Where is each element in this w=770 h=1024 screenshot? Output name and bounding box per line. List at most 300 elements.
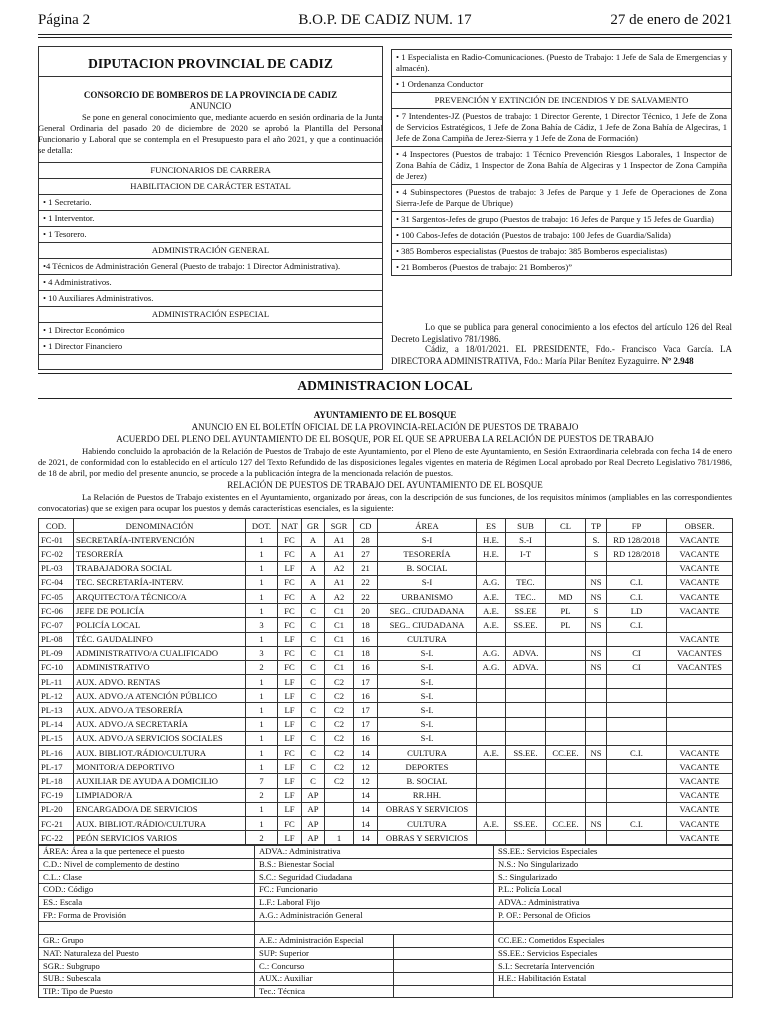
rpt-cell (586, 760, 607, 774)
rpt-cell (667, 689, 733, 703)
rpt-cell: I-T (506, 547, 546, 561)
left-row: • 4 Administrativos. (38, 274, 383, 290)
rpt-cell: 1 (246, 533, 278, 547)
rpt-cell: AUX. ADVO./A ATENCIÓN PÚBLICO (74, 689, 246, 703)
rpt-cell: FC (278, 646, 302, 660)
rpt-cell: AP (302, 802, 325, 816)
rpt-cell: ADVA. (506, 660, 546, 674)
rpt-cell: 20 (354, 604, 378, 618)
rpt-cell: PL-14 (39, 717, 74, 731)
rpt-cell: S-I. (378, 675, 477, 689)
rpt-cell: B. SOCIAL (378, 561, 477, 575)
closing-text: Lo que se publica para general conocimiento a los efectos del artículo 126 del Real Decreto Legislativo 781/1986. (391, 322, 732, 344)
rpt-header-cell: SGR (325, 519, 354, 533)
legend-cell: C.D.: Nivel de complemento de destino (39, 858, 255, 871)
rpt-cell: VACANTE (667, 802, 733, 816)
rpt-cell: CI (607, 646, 667, 660)
legend-cell: CC.EE.: Cometidos Especiales (494, 934, 733, 947)
rpt-cell: VACANTE (667, 547, 733, 561)
rpt-cell: NS (586, 646, 607, 660)
table-row (39, 675, 733, 689)
rpt-cell: TRABAJADORA SOCIAL (74, 561, 246, 575)
section-rule-2 (38, 398, 732, 399)
rpt-cell: LD (607, 604, 667, 618)
table-row (39, 703, 733, 717)
rpt-cell: RR.HH. (378, 788, 477, 802)
legend-cell (494, 922, 733, 935)
rpt-header-cell: ES (477, 519, 506, 533)
legend-cell (394, 934, 494, 947)
rpt-cell (607, 788, 667, 802)
rpt-cell (546, 660, 586, 674)
rpt-cell (506, 731, 546, 745)
rpt-cell: S-I. (378, 717, 477, 731)
rpt-cell (477, 788, 506, 802)
rpt-cell: NS (586, 746, 607, 760)
rpt-cell (586, 831, 607, 845)
table-row (39, 646, 733, 660)
rpt-cell: CI (607, 660, 667, 674)
table-row (39, 632, 733, 646)
rpt-cell: FC (278, 533, 302, 547)
rpt-cell: 17 (354, 703, 378, 717)
table-row (39, 774, 733, 788)
rpt-cell: AP (302, 788, 325, 802)
anuncio-label: ANUNCIO (189, 101, 232, 111)
table-row (39, 604, 733, 618)
rpt-cell (546, 689, 586, 703)
table-row (39, 689, 733, 703)
rpt-cell: PL-20 (39, 802, 74, 816)
legend-cell: Tec.: Técnica (255, 985, 394, 998)
rpt-header-cell: OBSER. (667, 519, 733, 533)
rpt-cell (325, 816, 354, 830)
left-row: • 1 Interventor. (38, 210, 383, 226)
rpt-cell: FC-02 (39, 547, 74, 561)
left-row: • 1 Director Financiero (38, 338, 383, 355)
rpt-cell: 1 (246, 632, 278, 646)
rpt-cell: FC (278, 604, 302, 618)
rpt-cell: C2 (325, 760, 354, 774)
rpt-cell (667, 618, 733, 632)
rpt-cell (667, 731, 733, 745)
rpt-header-cell: TP (586, 519, 607, 533)
legend-cell: ES.: Escala (39, 896, 255, 909)
rpt-cell: A1 (325, 575, 354, 589)
rpt-cell: 14 (354, 802, 378, 816)
table-row (39, 660, 733, 674)
legend-cell: P. OF.: Personal de Oficios (494, 909, 733, 922)
rpt-cell: LF (278, 717, 302, 731)
rpt-cell: 22 (354, 589, 378, 603)
rpt-cell (506, 802, 546, 816)
rpt-cell (607, 774, 667, 788)
rpt-cell: LF (278, 561, 302, 575)
rpt-cell: SECRETARÍA-INTERVENCIÓN (74, 533, 246, 547)
rpt-cell: A1 (325, 533, 354, 547)
rpt-cell: C (302, 618, 325, 632)
rpt-cell: A (302, 533, 325, 547)
legend-table (38, 845, 733, 998)
left-row: • 1 Secretario. (38, 194, 383, 210)
rpt-cell: PL-18 (39, 774, 74, 788)
rpt-cell: C (302, 646, 325, 660)
rpt-cell: C (302, 746, 325, 760)
rpt-cell: S-I (378, 575, 477, 589)
legend-cell: FC.: Funcionario (255, 884, 494, 897)
rpt-cell: 1 (246, 589, 278, 603)
anuncio-line-1: ANUNCIO EN EL BOLETÍN OFICIAL DE LA PROVINCIA-RELACIÓN DE PUESTOS DE TRABAJO (191, 422, 579, 432)
rpt-cell: PL-12 (39, 689, 74, 703)
legend-row (39, 960, 733, 973)
rpt-cell: S-I. (378, 731, 477, 745)
header-rule-2 (38, 37, 732, 38)
right-row: • 21 Bomberos (Puestos de trabajo: 21 Bomberos)” (391, 259, 732, 276)
rpt-cell: C2 (325, 675, 354, 689)
rpt-cell: CC.EE. (546, 746, 586, 760)
rpt-cell (586, 703, 607, 717)
rpt-cell: C (302, 760, 325, 774)
rpt-cell: A.E. (477, 746, 506, 760)
legend-cell (494, 985, 733, 998)
rpt-cell (546, 561, 586, 575)
legend-row (39, 846, 733, 859)
rpt-cell (506, 760, 546, 774)
rpt-cell: FC-06 (39, 604, 74, 618)
rpt-cell: 17 (354, 675, 378, 689)
rpt-cell: 1 (246, 689, 278, 703)
rpt-cell: RD 128/2018 (607, 533, 667, 547)
legend-cell: C.: Concurso (255, 960, 394, 973)
rpt-cell: RD 128/2018 (607, 547, 667, 561)
table-row (39, 746, 733, 760)
rpt-cell: FC (278, 547, 302, 561)
table-row (39, 618, 733, 632)
rpt-title: RELACIÓN DE PUESTOS DE TRABAJO DEL AYUNTAMIENTO DE EL BOSQUE (227, 480, 543, 490)
left-row: ADMINISTRACIÓN GENERAL (38, 242, 383, 258)
legend-row (39, 947, 733, 960)
rpt-cell: A.E. (477, 589, 506, 603)
rpt-cell: VACANTES (667, 646, 733, 660)
rpt-cell: 16 (354, 689, 378, 703)
rpt-cell: 3 (246, 618, 278, 632)
rpt-cell: 17 (354, 717, 378, 731)
rpt-header-cell: COD. (39, 519, 74, 533)
rpt-cell (506, 788, 546, 802)
rpt-cell (586, 675, 607, 689)
rpt-cell: PL-16 (39, 746, 74, 760)
rpt-cell (477, 717, 506, 731)
rpt-cell (506, 675, 546, 689)
rpt-cell: C1 (325, 604, 354, 618)
legend-cell: SS.EE.: Servicios Especiales (494, 947, 733, 960)
rpt-cell: VACANTE (667, 575, 733, 589)
rpt-cell: AUX. ADVO. RENTAS (74, 675, 246, 689)
rpt-cell (477, 802, 506, 816)
rpt-cell: PL-11 (39, 675, 74, 689)
legend-cell: SUB.: Subescala (39, 972, 255, 985)
legend-row (39, 972, 733, 985)
legend-cell: S.I.: Secretaría Intervención (494, 960, 733, 973)
rpt-cell: 14 (354, 746, 378, 760)
rpt-cell: C2 (325, 774, 354, 788)
rpt-cell (607, 675, 667, 689)
rpt-header-cell: CD (354, 519, 378, 533)
rpt-cell: MONITOR/A DEPORTIVO (74, 760, 246, 774)
rpt-cell: TEC. (506, 575, 546, 589)
rpt-cell: S (586, 547, 607, 561)
rpt-cell (506, 689, 546, 703)
rpt-cell: LF (278, 731, 302, 745)
rpt-cell: C (302, 717, 325, 731)
rpt-cell: CULTURA (378, 816, 477, 830)
rpt-cell (477, 774, 506, 788)
rpt-cell: S-I. (378, 660, 477, 674)
rpt-cell: C.I. (607, 816, 667, 830)
rpt-cell: FC-01 (39, 533, 74, 547)
legend-cell (394, 972, 494, 985)
rpt-cell: TESORERÍA (378, 547, 477, 561)
rpt-body (39, 533, 733, 845)
rpt-cell (546, 760, 586, 774)
legend-row (39, 909, 733, 922)
rpt-cell: C1 (325, 618, 354, 632)
rpt-cell: ADMINISTRATIVO (74, 660, 246, 674)
rpt-cell: 14 (354, 788, 378, 802)
rpt-cell: FC-07 (39, 618, 74, 632)
rpt-cell (586, 731, 607, 745)
rpt-cell: A (302, 589, 325, 603)
bulletin-date: 27 de enero de 2021 (610, 12, 732, 28)
rpt-cell: 16 (354, 632, 378, 646)
legend-cell: S.C.: Seguridad Ciudadana (255, 871, 494, 884)
rpt-cell: C (302, 675, 325, 689)
rpt-cell: FC (278, 660, 302, 674)
rpt-cell: 1 (246, 547, 278, 561)
legend-cell: ADVA.: Administrativa (255, 846, 494, 859)
rpt-cell: S.-I (506, 533, 546, 547)
rpt-cell: JEFE DE POLICÍA (74, 604, 246, 618)
rpt-cell: AP (302, 831, 325, 845)
rpt-cell: A2 (325, 589, 354, 603)
rpt-cell: C.I. (607, 575, 667, 589)
legend-body (39, 846, 733, 998)
legend-cell (394, 985, 494, 998)
legend-cell: ADVA.: Administrativa (494, 896, 733, 909)
table-row (39, 731, 733, 745)
rpt-cell (586, 717, 607, 731)
rpt-cell: LF (278, 774, 302, 788)
rpt-cell (546, 646, 586, 660)
rpt-cell: NS (586, 660, 607, 674)
rpt-cell: S-I (378, 533, 477, 547)
rpt-cell: C (302, 774, 325, 788)
rpt-cell: OBRAS Y SERVICIOS (378, 802, 477, 816)
rpt-cell (586, 774, 607, 788)
rpt-cell: FC-10 (39, 660, 74, 674)
rpt-cell (546, 831, 586, 845)
table-row (39, 788, 733, 802)
legend-cell (39, 922, 255, 935)
rpt-cell: C1 (325, 660, 354, 674)
right-row: • 4 Inspectores (Puestos de trabajo: 1 Técnico Prevención Riesgos Laborales, 1 Inspector de Zona Bahía de Cádiz, 1 Inspector de Zona Bahía de Algeciras y 1 Inspector de Zona Campiña de Jerez) (391, 146, 732, 184)
legend-cell: A.G.: Administración General (255, 909, 494, 922)
table-row (39, 561, 733, 575)
rpt-cell (477, 731, 506, 745)
legend-cell: B.S.: Bienestar Social (255, 858, 494, 871)
rpt-cell: TÉC. GAUDALINFO (74, 632, 246, 646)
rpt-cell: AUX. ADVO./A TESORERÍA (74, 703, 246, 717)
rpt-cell: 18 (354, 618, 378, 632)
rpt-cell (506, 561, 546, 575)
section-title-admin-local: ADMINISTRACION LOCAL (297, 378, 473, 393)
rpt-cell: C.I. (607, 746, 667, 760)
rpt-cell: PL-08 (39, 632, 74, 646)
rpt-cell: 2 (246, 788, 278, 802)
rpt-cell: VACANTE (667, 746, 733, 760)
rpt-cell: VACANTE (667, 788, 733, 802)
rpt-cell: S. (586, 533, 607, 547)
header-rule (38, 34, 732, 35)
legend-cell: A.E.: Administración Especial (255, 934, 394, 947)
rpt-cell: H.E. (477, 533, 506, 547)
rpt-cell: PL-15 (39, 731, 74, 745)
rpt-cell: B. SOCIAL (378, 774, 477, 788)
rpt-cell: 12 (354, 760, 378, 774)
rpt-cell: 1 (246, 816, 278, 830)
rpt-cell: A (302, 561, 325, 575)
rpt-cell: H.E. (477, 547, 506, 561)
section-rule (38, 373, 732, 374)
legend-cell: NAT: Naturaleza del Puesto (39, 947, 255, 960)
rpt-cell: 1 (246, 575, 278, 589)
rpt-cell: 1 (246, 703, 278, 717)
rpt-cell: AUX. BIBLIOT./RÁDIO/CULTURA (74, 746, 246, 760)
left-row: FUNCIONARIOS DE CARRERA (38, 162, 383, 178)
rpt-cell (477, 760, 506, 774)
rpt-cell: A.E. (477, 618, 506, 632)
rpt-cell: C2 (325, 689, 354, 703)
rpt-cell: 16 (354, 660, 378, 674)
rpt-cell (607, 831, 667, 845)
rpt-cell: FC-05 (39, 589, 74, 603)
rpt-header-cell: FP (607, 519, 667, 533)
admin-para-1: Habiendo concluido la aprobación de la Relación de Puestos de Trabajo de este Ayuntamiento, por el Pleno de este Ayuntamiento, en Sesión Extraordinaria celebrada con fecha 14 de enero de 2021, de conformidad con lo establecido en el artículo 127 del Texto Refundido de las disposiciones legales vigentes en materia de Régimen Local aprobado por Real Decreto Legislativo 781/1986, de 18 de abril, por medio del presente anuncio, se procede a la publicación íntegra de la mencionada relación de puestos. (38, 446, 732, 478)
rpt-cell: 3 (246, 646, 278, 660)
right-row: • 1 Especialista en Radio-Comunicaciones. (Puesto de Trabajo: 1 Jefe de Sala de Emergencias y almacén). (391, 49, 732, 76)
legend-cell: AUX.: Auxiliar (255, 972, 394, 985)
legend-cell: SS.EE.: Servicios Especiales (494, 846, 733, 859)
ayuntamiento-name: AYUNTAMIENTO DE EL BOSQUE (313, 410, 457, 420)
rpt-header-cell: SUB (506, 519, 546, 533)
legend-row (39, 985, 733, 998)
table-row (39, 816, 733, 830)
legend-row (39, 858, 733, 871)
right-row: • 1 Ordenanza Conductor (391, 76, 732, 92)
rpt-cell: VACANTES (667, 660, 733, 674)
rpt-cell: FC-21 (39, 816, 74, 830)
rpt-cell: ARQUITECTO/A TÉCNICO/A (74, 589, 246, 603)
rpt-cell: LF (278, 703, 302, 717)
rpt-cell: C (302, 689, 325, 703)
rpt-cell: 18 (354, 646, 378, 660)
rpt-cell: A2 (325, 561, 354, 575)
rpt-cell (477, 561, 506, 575)
left-row: •4 Técnicos de Administración General (Puesto de trabajo: 1 Director Administrativa). (38, 258, 383, 274)
rpt-cell: C (302, 632, 325, 646)
rpt-cell (586, 632, 607, 646)
rpt-cell: C (302, 731, 325, 745)
rpt-cell (325, 802, 354, 816)
rpt-cell: AUXILIAR DE AYUDA A DOMICILIO (74, 774, 246, 788)
left-body-text: Se pone en general conocimiento que, mediante acuerdo en sesión ordinaria de la Junta General Ordinaria del pasado 20 de diciembre de 2020 se aprobó la Plantilla del Personal Funcionario y Laboral que se contempla en el Presupuesto para el año 2021, y que a continuación se detalla: (38, 112, 383, 155)
rpt-cell: S (586, 604, 607, 618)
rpt-cell (607, 717, 667, 731)
rpt-cell: A.E. (477, 816, 506, 830)
rpt-cell (506, 774, 546, 788)
table-row (39, 831, 733, 845)
rpt-header-cell: DENOMINACIÓN (74, 519, 246, 533)
legend-cell: SGR.: Subgrupo (39, 960, 255, 973)
rpt-cell: SS.EE. (506, 618, 546, 632)
rpt-cell: VACANTE (667, 604, 733, 618)
legend-cell: COD.: Código (39, 884, 255, 897)
rpt-cell: 2 (246, 831, 278, 845)
org-name: CONSORCIO DE BOMBEROS DE LA PROVINCIA DE CADIZ (83, 90, 338, 100)
rpt-cell (546, 575, 586, 589)
left-row: ADMINISTRACIÓN ESPECIAL (38, 306, 383, 322)
legend-row (39, 934, 733, 947)
rpt-cell (546, 774, 586, 788)
rpt-cell: C.I. (607, 618, 667, 632)
rpt-cell: 1 (246, 746, 278, 760)
legend-cell (394, 947, 494, 960)
rpt-cell: FC (278, 618, 302, 632)
table-row (39, 802, 733, 816)
anuncio-line-2: ACUERDO DEL PLENO DEL AYUNTAMIENTO DE EL BOSQUE, POR EL QUE SE APRUEBA LA RELACIÓN DE PUESTOS DE TRABAJO (116, 434, 654, 444)
rpt-cell (546, 788, 586, 802)
rpt-header-cell: ÁREA (378, 519, 477, 533)
rpt-cell: SEG.. CIUDADANA (378, 604, 477, 618)
right-row: • 100 Cabos-Jefes de dotación (Puestos de trabajo: 100 Jefes de Guardia/Salida) (391, 227, 732, 243)
rpt-cell: VACANTE (667, 816, 733, 830)
legend-cell: FP.: Forma de Provisión (39, 909, 255, 922)
rpt-cell: 14 (354, 816, 378, 830)
rpt-header-cell: DOT. (246, 519, 278, 533)
signature-content: Cádiz, a 18/01/2021. EL PRESIDENTE, Fdo.- Francisco Vaca García. LA DIRECTORA ADMINISTRATIVA, Fdo.: María Pilar Benítez Eyzaguirre. (391, 344, 732, 366)
rpt-cell: PL (546, 618, 586, 632)
rpt-cell: TESORERÍA (74, 547, 246, 561)
legend-row (39, 922, 733, 935)
right-row: • 385 Bomberos especialistas (Puestos de trabajo: 385 Bomberos especialistas) (391, 243, 732, 259)
rpt-cell: FC (278, 589, 302, 603)
legend-cell: H.E.: Habilitación Estatal (494, 972, 733, 985)
rpt-cell: VACANTE (667, 561, 733, 575)
legend-cell: SUP: Superior (255, 947, 394, 960)
admin-para-2: La Relación de Puestos de Trabajo existentes en el Ayuntamiento, organizado por áreas, con la descripción de sus funciones, de los requisitos mínimos (ampliables en las correspondientes convocatorias) que se exigen para ocupar los puestos y demás características esenciales, es la siguiente: (38, 492, 732, 513)
rpt-cell: 7 (246, 774, 278, 788)
rpt-cell: SS.EE. (506, 746, 546, 760)
right-row: • 31 Sargentos-Jefes de grupo (Puestos de trabajo: 16 Jefes de Parque y 15 Jefes de Guardia) (391, 211, 732, 227)
rpt-cell: FC (278, 816, 302, 830)
rpt-cell: C (302, 604, 325, 618)
rpt-cell: LF (278, 788, 302, 802)
rpt-cell: VACANTE (667, 589, 733, 603)
right-row: • 4 Subinspectores (Puestos de trabajo: 3 Jefes de Parque y 1 Jefe de Operaciones de Zona Sierra-Jefe de Parque de Ubrique) (391, 184, 732, 211)
legend-cell: TIP.: Tipo de Puesto (39, 985, 255, 998)
rpt-cell: 22 (354, 575, 378, 589)
rpt-cell: C2 (325, 731, 354, 745)
